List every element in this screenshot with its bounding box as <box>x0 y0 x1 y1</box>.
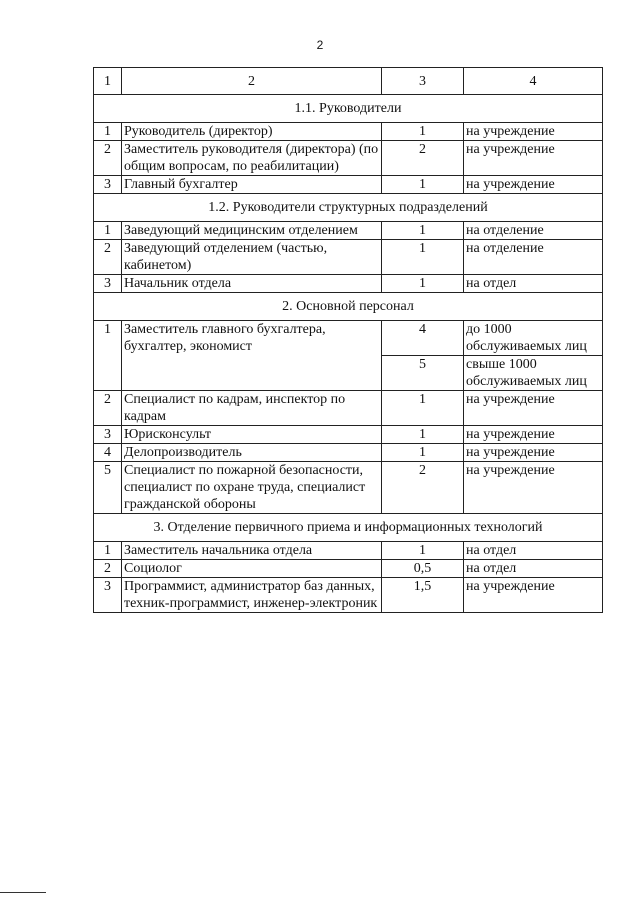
staff-quantity: 4 <box>382 321 464 356</box>
row-number: 3 <box>94 176 122 194</box>
header-cell: 4 <box>464 68 603 95</box>
section-title: 1.1. Руководители <box>94 95 603 123</box>
staff-quantity: 1 <box>382 123 464 141</box>
staff-quantity: 1 <box>382 426 464 444</box>
table-row <box>94 426 603 444</box>
page-number: 2 <box>316 38 324 52</box>
staff-quantity: 2 <box>382 141 464 176</box>
row-number: 1 <box>94 222 122 240</box>
table-row <box>94 321 603 356</box>
table-row <box>94 240 603 275</box>
position-name: Заместитель главного бухгалтера, бухгалтер, экономист <box>122 321 382 391</box>
position-name: Начальник отдела <box>122 275 382 293</box>
table-row <box>94 141 603 176</box>
position-name: Руководитель (директор) <box>122 123 382 141</box>
staff-quantity: 1 <box>382 444 464 462</box>
table-header-row <box>94 68 603 95</box>
position-name: Главный бухгалтер <box>122 176 382 194</box>
position-name: Заведующий медицинским отделением <box>122 222 382 240</box>
section-title-row <box>94 95 603 123</box>
position-name: Специалист по пожарной безопасности, специалист по охране труда, специалист гражданской обороны <box>122 462 382 514</box>
table-row <box>94 462 603 514</box>
row-number: 2 <box>94 560 122 578</box>
staffing-norm: до 1000 обслуживаемых лиц <box>464 321 603 356</box>
table-row <box>94 391 603 426</box>
table-row <box>94 542 603 560</box>
staff-table <box>93 67 603 613</box>
staff-quantity: 1 <box>382 542 464 560</box>
staff-quantity: 1 <box>382 176 464 194</box>
row-number: 4 <box>94 444 122 462</box>
staff-quantity: 1 <box>382 391 464 426</box>
staffing-norm: на учреждение <box>464 426 603 444</box>
table-row <box>94 275 603 293</box>
header-cell: 3 <box>382 68 464 95</box>
section-title-row <box>94 514 603 542</box>
staff-quantity: 5 <box>382 356 464 391</box>
row-number: 1 <box>94 321 122 391</box>
table-row <box>94 578 603 613</box>
section-title: 1.2. Руководители структурных подразделений <box>94 194 603 222</box>
header-cell: 1 <box>94 68 122 95</box>
staff-quantity: 2 <box>382 462 464 514</box>
table-row <box>94 560 603 578</box>
staffing-norm: свыше 1000 обслуживаемых лиц <box>464 356 603 391</box>
staff-quantity: 1 <box>382 222 464 240</box>
staffing-norm: на учреждение <box>464 578 603 613</box>
row-number: 3 <box>94 426 122 444</box>
row-number: 1 <box>94 542 122 560</box>
staffing-norm: на учреждение <box>464 391 603 426</box>
footnote-rule <box>0 892 46 893</box>
staffing-norm: на учреждение <box>464 462 603 514</box>
row-number: 2 <box>94 141 122 176</box>
row-number: 3 <box>94 578 122 613</box>
staffing-norm: на учреждение <box>464 444 603 462</box>
staff-quantity: 0,5 <box>382 560 464 578</box>
position-name: Программист, администратор баз данных, техник-программист, инженер-электроник <box>122 578 382 613</box>
staffing-norm: на учреждение <box>464 176 603 194</box>
table-row <box>94 123 603 141</box>
staffing-norm: на отделение <box>464 222 603 240</box>
row-number: 2 <box>94 240 122 275</box>
section-title-row <box>94 293 603 321</box>
position-name: Специалист по кадрам, инспектор по кадрам <box>122 391 382 426</box>
table-row <box>94 176 603 194</box>
table-row <box>94 222 603 240</box>
header-cell: 2 <box>122 68 382 95</box>
position-name: Социолог <box>122 560 382 578</box>
section-title-row <box>94 194 603 222</box>
position-name: Заместитель начальника отдела <box>122 542 382 560</box>
row-number: 3 <box>94 275 122 293</box>
row-number: 1 <box>94 123 122 141</box>
position-name: Заместитель руководителя (директора) (по общим вопросам, по реабилитации) <box>122 141 382 176</box>
staff-quantity: 1 <box>382 275 464 293</box>
section-title: 3. Отделение первичного приема и информационных технологий <box>94 514 603 542</box>
staffing-norm: на отдел <box>464 275 603 293</box>
staffing-norm: на учреждение <box>464 123 603 141</box>
staff-quantity: 1,5 <box>382 578 464 613</box>
position-name: Заведующий отделением (частью, кабинетом) <box>122 240 382 275</box>
staffing-norm: на отдел <box>464 542 603 560</box>
section-title: 2. Основной персонал <box>94 293 603 321</box>
staffing-norm: на учреждение <box>464 141 603 176</box>
staffing-norm: на отделение <box>464 240 603 275</box>
row-number: 5 <box>94 462 122 514</box>
position-name: Делопроизводитель <box>122 444 382 462</box>
staff-quantity: 1 <box>382 240 464 275</box>
table-row <box>94 444 603 462</box>
staffing-norm: на отдел <box>464 560 603 578</box>
position-name: Юрисконсульт <box>122 426 382 444</box>
row-number: 2 <box>94 391 122 426</box>
